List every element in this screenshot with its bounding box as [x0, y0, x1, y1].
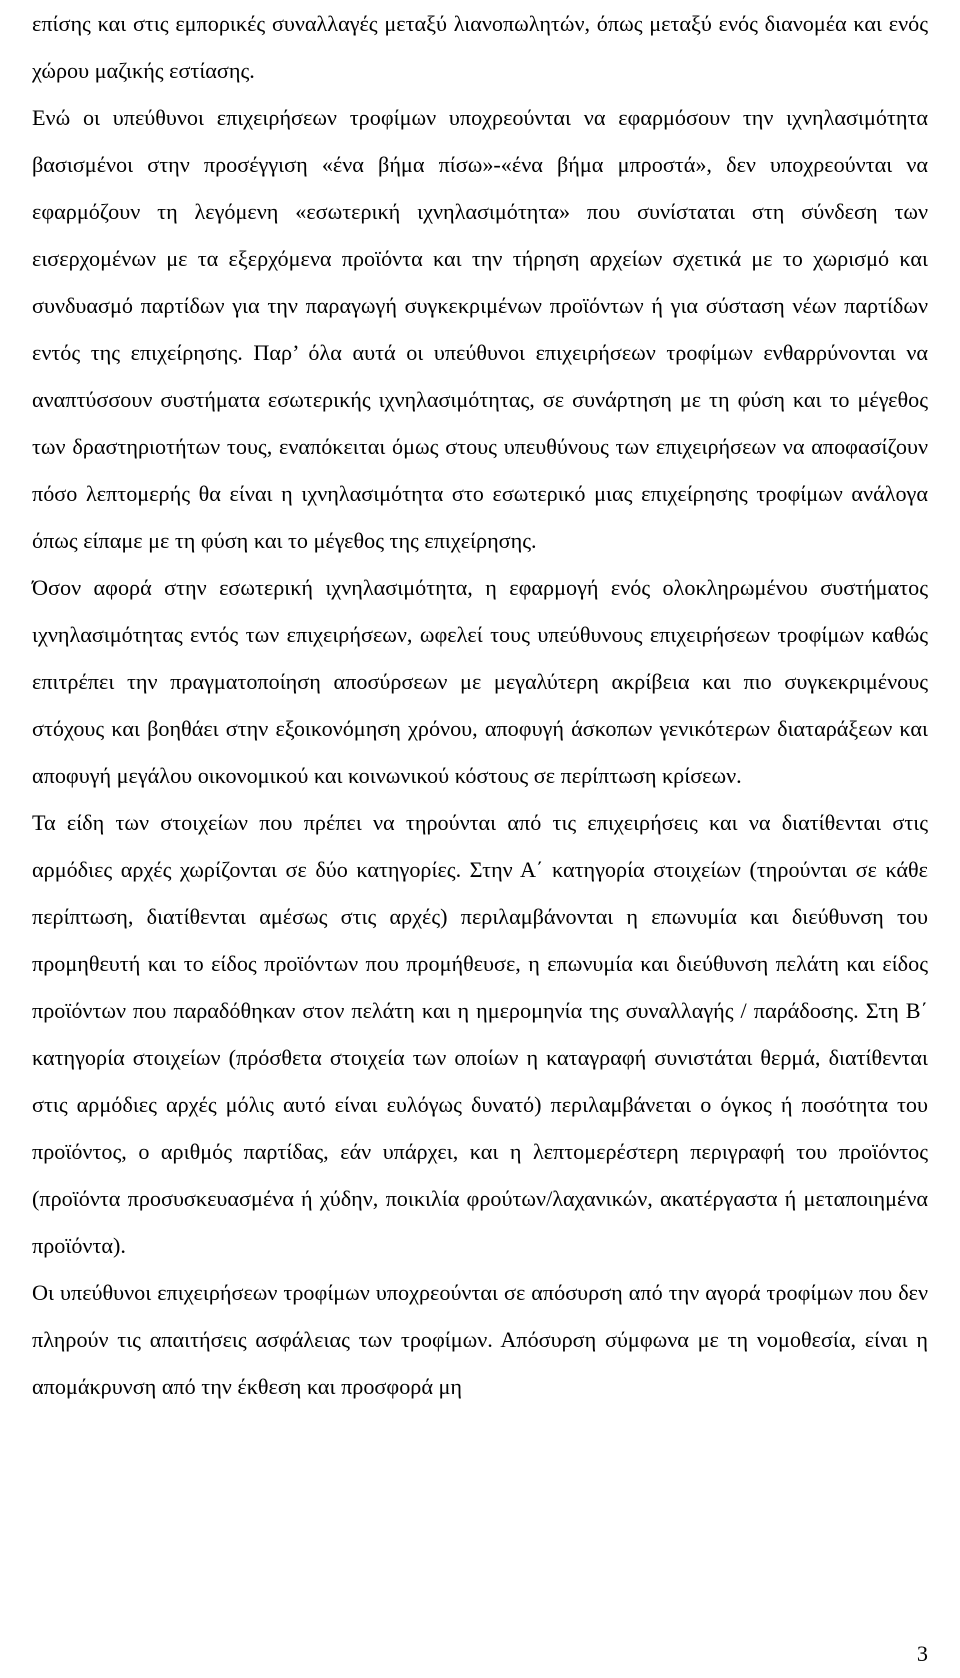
paragraph-data-categories: Τα είδη των στοιχείων που πρέπει να τηρούνται από τις επιχειρήσεις και να διατίθενται στις αρμόδιες αρχές χωρίζονται σε δύο κατηγορίες. Στην Α΄ κατηγορία στοιχείων (τηρούνται σε κάθε περίπτωση, διατίθενται αμέσως στις αρχές) περιλαμβάνονται η επωνυμία και διεύθυνση του προμηθευτή και το είδος προϊόντων που προμήθευσε, η επωνυμία και διεύθυνση πελάτη και είδος προϊόντων που παραδόθηκαν στον πελάτη και η ημερομηνία της συναλλαγής / παράδοσης. Στη Β΄ κατηγορία στοιχείων (πρόσθετα στοιχεία των οποίων η καταγραφή συνιστάται θερμά, διατίθενται στις αρμόδιες αρχές μόλις αυτό είναι ευλόγως δυνατό) περιλαμβάνεται ο όγκος ή ποσότητα του προϊόντος, ο αριθμός παρτίδας, εάν υπάρχει, και η λεπτομερέστερη περιγραφή του προϊόντος (προϊόντα προσυσκευασμένα ή χύδην, ποικιλία φρούτων/λαχανικών, ακατέργαστα ή μεταποιημένα προϊόντα).	[32, 810, 928, 1258]
paragraph-withdrawal: Οι υπεύθυνοι επιχειρήσεων τροφίμων υποχρεούνται σε απόσυρση από την αγορά τροφίμων που δεν πληρούν τις απαιτήσεις ασφάλειας των τροφίμων. Απόσυρση σύμφωνα με τη νομοθεσία, είναι η απομάκρυνση από την έκθεση και προσφορά μη	[32, 1280, 928, 1399]
paragraph-traceability-benefits: Όσον αφορά στην εσωτερική ιχνηλασιμότητα, η εφαρμογή ενός ολοκληρωμένου συστήματος ιχνηλασιμότητας εντός των επιχειρήσεων, ωφελεί τους υπεύθυνους επιχειρήσεων τροφίμων καθώς επιτρέπει την πραγματοποίηση αποσύρσεων με μεγαλύτερη ακρίβεια και πιο συγκεκριμένους στόχους και βοηθάει στην εξοικονόμηση χρόνου, αποφυγή άσκοπων γενικότερων διαταράξεων και αποφυγή μεγάλου οικονομικού και κοινωνικού κόστους σε περίπτωση κρίσεων.	[32, 575, 928, 788]
page-number: 3	[916, 1641, 928, 1666]
paragraph-continuation: επίσης και στις εμπορικές συναλλαγές μεταξύ λιανοπωλητών, όπως μεταξύ ενός διανομέα και ενός χώρου μαζικής εστίασης.	[32, 11, 928, 83]
paragraph-internal-traceability: Ενώ οι υπεύθυνοι επιχειρήσεων τροφίμων υποχρεούνται να εφαρμόσουν την ιχνηλασιμότητα βασισμένοι στην προσέγγιση «ένα βήμα πίσω»-«ένα βήμα μπροστά», δεν υποχρεούνται να εφαρμόζουν τη λεγόμενη «εσωτερική ιχνηλασιμότητα» που συνίσταται στη σύνδεση των εισερχομένων με τα εξερχόμενα προϊόντα και την τήρηση αρχείων σχετικά με το χωρισμό και συνδυασμό παρτίδων για την παραγωγή συγκεκριμένων προϊόντων ή για σύσταση νέων παρτίδων εντός της επιχείρησης. Παρ’ όλα αυτά οι υπεύθυνοι επιχειρήσεων τροφίμων ενθαρρύνονται να αναπτύσσουν συστήματα εσωτερικής ιχνηλασιμότητας, σε συνάρτηση με τη φύση και το μέγεθος των δραστηριοτήτων τους, εναπόκειται όμως στους υπευθύνους των επιχειρήσεων να αποφασίζουν πόσο λεπτομερής θα είναι η ιχνηλασιμότητα στο εσωτερικό μιας επιχείρησης τροφίμων ανάλογα όπως είπαμε με τη φύση και το μέγεθος της επιχείρησης.	[32, 105, 928, 553]
document-body	[32, 0, 928, 1410]
